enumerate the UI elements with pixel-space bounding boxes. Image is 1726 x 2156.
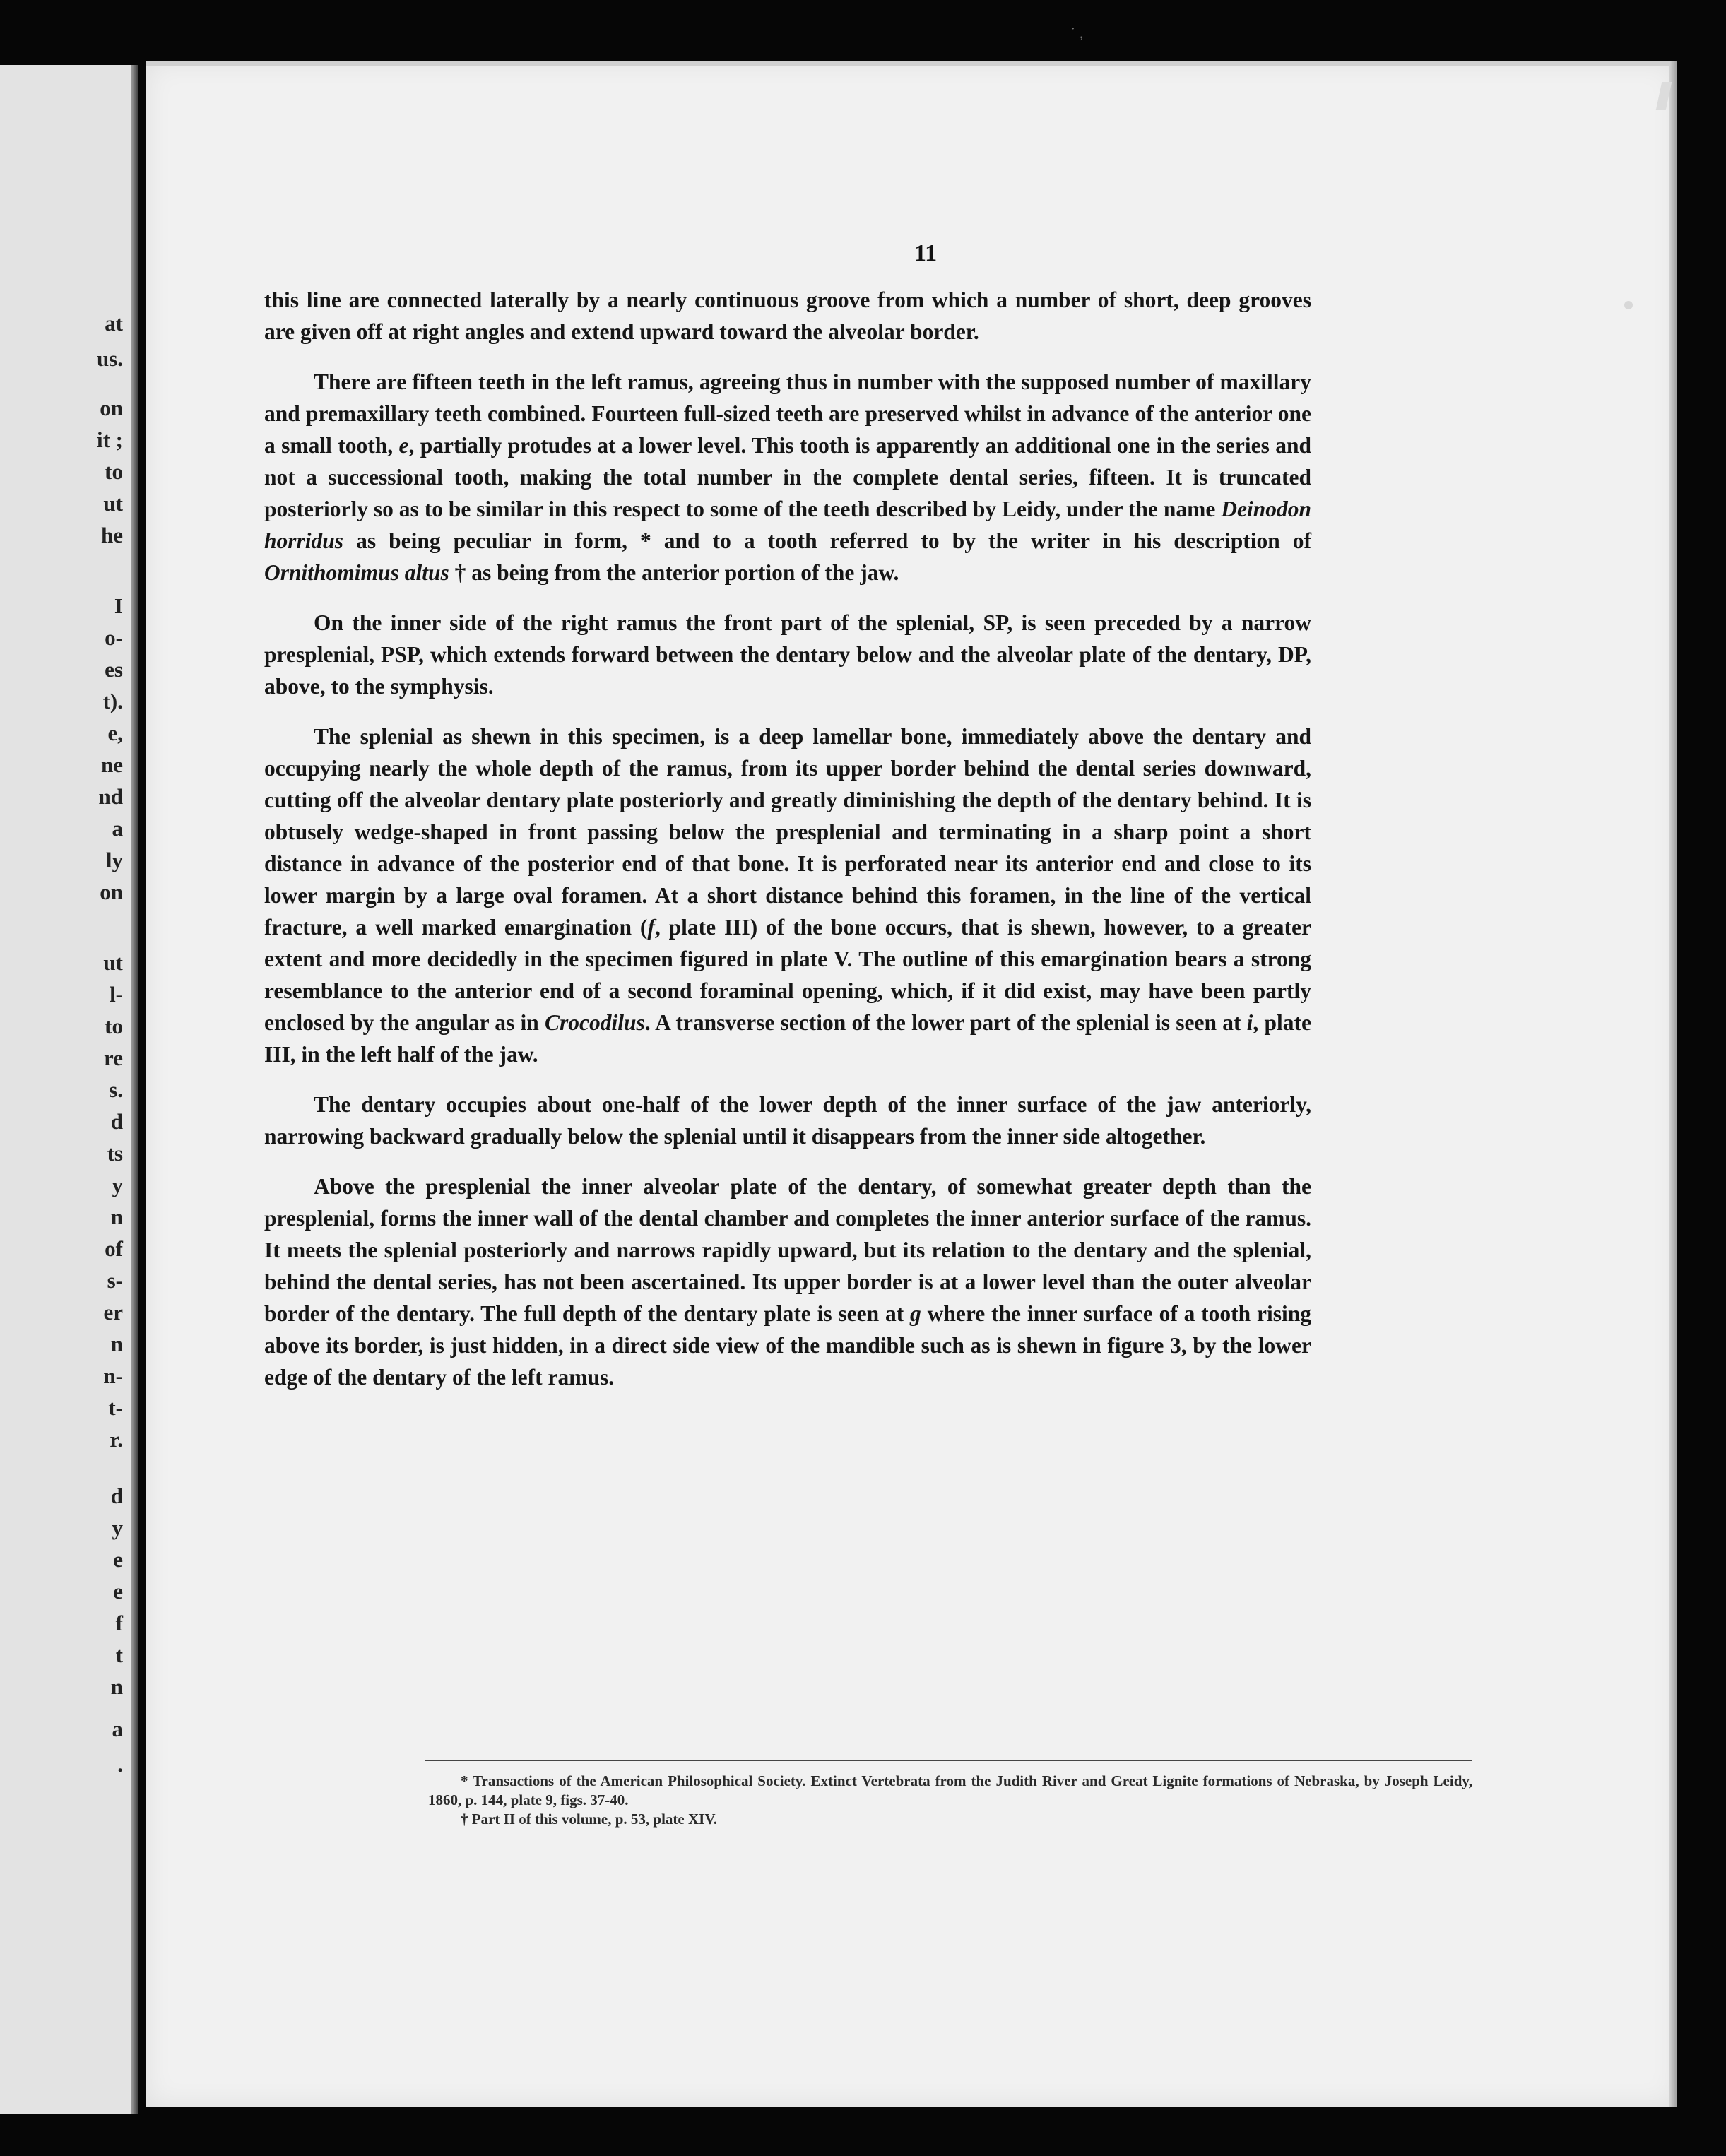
left-page-fragment: l- <box>110 982 123 1007</box>
left-page-fragment: ts <box>107 1141 123 1166</box>
text-run: † as being from the anterior portion of the jaw. <box>449 560 899 585</box>
left-page-fragment: n <box>110 1674 123 1699</box>
left-page-fragment: n <box>110 1332 123 1356</box>
left-page-fragment: on <box>100 879 123 904</box>
text-run: , partially protudes at a lower level. This tooth is apparently an additional one in the series and not a successional tooth, making the total number in the complete dental series, fifteen. It is truncated posteriorly so as to be similar in this respect to some of the teeth described by Leidy, under the name <box>264 433 1312 521</box>
left-page-fragment: I <box>114 593 123 618</box>
left-page-fragment: er <box>103 1300 123 1325</box>
italic-text: i <box>1246 1010 1253 1035</box>
left-page-fragment: us. <box>96 346 123 371</box>
book-spine <box>131 65 138 2114</box>
left-page-fragment: ut <box>103 950 123 975</box>
left-page-fragment: ly <box>105 848 123 872</box>
italic-text: Crocodilus <box>545 1010 645 1035</box>
left-page-fragment: f <box>115 1611 123 1635</box>
left-page-fragment: t- <box>108 1395 123 1420</box>
text-run: The dentary occupies about one-half of the lower depth of the inner surface of the jaw anteriorly, narrowing backward gradually below the splenial until it disappears from the inner side altogether. <box>264 1092 1311 1149</box>
left-page-fragment: re <box>104 1046 123 1070</box>
paragraph <box>264 721 1311 1070</box>
left-page-fragment: y <box>112 1173 123 1197</box>
left-page-fragment: e, <box>107 721 123 745</box>
left-page-fragment: . <box>117 1752 123 1777</box>
left-page-fragment: of <box>105 1236 123 1261</box>
text-run: On the inner side of the right ramus the front part of the splenial, SP, is seen preceded by a narrow presplenial, PSP, which extends forward between the dentary below and the alveolar plate of the dentary, DP, above, to the symphysis. <box>264 610 1311 699</box>
left-page-fragment: to <box>105 1014 123 1038</box>
text-run: as being peculiar in form, * and to a tooth referred to by the writer in his description of <box>343 528 1311 553</box>
scan-mark: ˙ , <box>1070 24 1084 42</box>
page-number: 11 <box>914 240 938 266</box>
left-page-fragment: d <box>110 1109 123 1134</box>
scan-dot <box>1624 301 1633 309</box>
left-page-edge <box>0 65 138 2114</box>
left-page-fragment: nd <box>98 784 123 809</box>
left-page-fragment: on <box>100 396 123 420</box>
left-page-fragment: t <box>115 1642 123 1667</box>
italic-text: g <box>910 1301 921 1326</box>
left-page-fragment: e <box>113 1547 123 1572</box>
text-run: There are fifteen teeth in the left ramus, agreeing thus in number with the supposed number of maxillary and premaxillary teeth combined. Fourteen full-sized teeth are preserved whilst in advance of the anterior one a small tooth, <box>264 369 1311 458</box>
left-page-fragment: he <box>101 523 123 547</box>
paragraph <box>264 1089 1311 1152</box>
left-page-fragment: ut <box>103 491 123 516</box>
footnote-rule <box>425 1760 1472 1761</box>
left-page-fragment: n <box>110 1204 123 1229</box>
text-run: , plate III, in the left half of the jaw. <box>264 1010 1311 1067</box>
body-text <box>264 284 1311 1411</box>
left-page-fragment: e <box>113 1579 123 1604</box>
paragraph <box>264 1171 1311 1393</box>
text-run: Above the presplenial the inner alveolar plate of the dentary, of somewhat greater depth than the presplenial, forms the inner wall of the dental chamber and completes the inner anterior surface of the ramus. It meets the splenial posteriorly and narrows rapidly upward, but its relation to the dentary and the splenial, behind the dental series, has not been ascertained. Its upper border is at a lower level than the outer alveolar border of the dentary. The full depth of the dentary plate is seen at <box>264 1174 1311 1326</box>
text-run: this line are connected laterally by a nearly continuous groove from which a number of short, deep grooves are given off at right angles and extend upward toward the alveolar border. <box>264 288 1311 344</box>
text-run: , plate III) of the bone occurs, that is shewn, however, to a greater extent and more decidedly in the specimen figured in plate V. The outline of this emargination bears a strong resemblance to the anterior end of a second foraminal opening, which, if it did exist, may have been partly enclosed by the angular as in <box>264 915 1311 1035</box>
left-page-fragment: es <box>105 657 123 682</box>
italic-text: Ornithomimus altus <box>264 560 449 585</box>
left-page-fragment: it ; <box>96 427 123 452</box>
paragraph <box>264 366 1311 588</box>
footnote-1: * Transactions of the American Philosophical Society. Extinct Vertebrata from the Judith River and Great Lignite formations of Nebraska, by Joseph Leidy, 1860, p. 144, plate 9, figs. 37-40. <box>428 1772 1472 1808</box>
paragraph <box>264 284 1311 348</box>
left-page-fragment: n- <box>103 1363 123 1388</box>
document-page <box>146 61 1677 2107</box>
page-right-edge <box>1669 61 1677 2107</box>
footnotes <box>428 1772 1472 1829</box>
left-page-fragment: r. <box>110 1427 123 1452</box>
text-run: . A transverse section of the lower part of the splenial is seen at <box>644 1010 1247 1035</box>
page-top-edge <box>146 61 1677 66</box>
paragraph <box>264 607 1311 702</box>
italic-text: e <box>398 433 409 458</box>
left-page-fragment: y <box>112 1515 123 1540</box>
left-page-fragment: at <box>105 311 123 336</box>
text-run: The splenial as shewn in this specimen, is a deep lamellar bone, immediately above the dentary and occupying nearly the whole depth of the ramus, from its upper border behind the dental series downward, cutting off the alveolar dentary plate posteriorly and greatly diminishing the depth of the dentary behind. It is obtusely wedge-shaped in front passing below the presplenial and terminating in a sharp point a short distance in advance of the posterior end of that bone. It is perforated near its anterior end and close to its lower margin by a large oval foramen. At a short distance behind this foramen, in the line of the vertical fracture, a well marked emargination ( <box>264 724 1311 940</box>
left-page-fragment: a <box>112 816 123 841</box>
left-page-fragment: a <box>112 1717 123 1741</box>
italic-text: f <box>647 915 655 940</box>
text-run: where the inner surface of a tooth rising above its border, is just hidden, in a direct side view of the mandible such as is shewn in figure 3, by the lower edge of the dentary of the left ramus. <box>264 1301 1312 1390</box>
left-page-fragment: s. <box>109 1077 123 1102</box>
left-page-fragment: d <box>110 1483 123 1508</box>
left-page-fragment: o- <box>105 625 123 650</box>
left-page-fragment: s- <box>107 1268 123 1293</box>
left-page-fragment: ne <box>101 752 123 777</box>
italic-text: Deinodon horridus <box>264 497 1311 553</box>
footnote-2: † Part II of this volume, p. 53, plate XIV. <box>461 1811 718 1828</box>
left-page-fragment: t). <box>102 689 123 713</box>
left-page-fragment: to <box>105 459 123 484</box>
